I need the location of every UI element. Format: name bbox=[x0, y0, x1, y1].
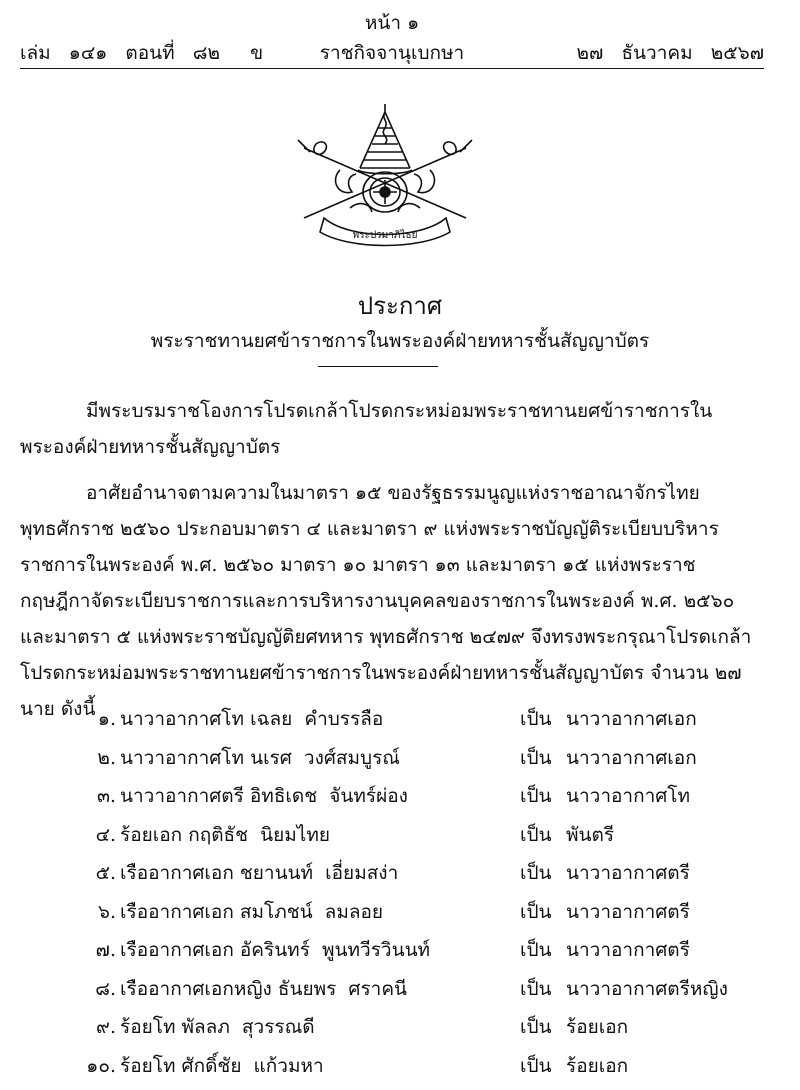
promotion-connector: เป็น bbox=[520, 977, 552, 1000]
item-number: ๓. bbox=[96, 785, 116, 807]
promotion-connector: เป็น bbox=[520, 746, 552, 769]
list-item bbox=[0, 931, 800, 970]
paragraph-intro-text: มีพระบรมราชโองการโปรดเกล้าโปรดกระหม่อมพระราชทานยศข้าราชการในพระองค์ฝ่ายทหารชั้นสัญญาบัตร bbox=[20, 400, 713, 458]
volume-issue: เล่ม ๑๔๑ ตอนที่ ๘๒ ข bbox=[20, 42, 264, 64]
promotion-connector: เป็น bbox=[520, 862, 552, 884]
officer-name: ร้อยเอก กฤติธัช นิยมไทย bbox=[120, 823, 330, 846]
officer-name: นาวาอากาศโท นเรศ วงศ์สมบูรณ์ bbox=[120, 746, 400, 769]
officer-name: เรืออากาศเอก สมโภชน์ ลมลอย bbox=[120, 900, 384, 923]
list-item bbox=[0, 1047, 800, 1086]
officer-name: นาวาอากาศโท เฉลย คำบรรลือ bbox=[120, 708, 384, 730]
item-number: ๙. bbox=[96, 1016, 116, 1038]
new-rank: พันตรี bbox=[566, 823, 615, 846]
list-item bbox=[0, 777, 800, 816]
gazette-header bbox=[20, 8, 764, 68]
paragraph-authority bbox=[20, 475, 764, 727]
new-rank: ร้อยเอก bbox=[566, 1054, 629, 1077]
new-rank: นาวาอากาศตรีหญิง bbox=[566, 977, 728, 1000]
page-number: หน้า ๑ bbox=[364, 12, 420, 34]
new-rank: นาวาอากาศตรี bbox=[566, 862, 690, 884]
item-number: ๗. bbox=[95, 939, 116, 961]
promotion-connector: เป็น bbox=[520, 708, 552, 730]
publication-date: ๒๗ ธันวาคม ๒๕๖๗ bbox=[576, 42, 764, 64]
new-rank: ร้อยเอก bbox=[566, 1016, 629, 1038]
new-rank: นาวาอากาศตรี bbox=[566, 900, 690, 923]
gazette-name: ราชกิจจานุเบกษา bbox=[319, 42, 465, 64]
promotion-connector: เป็น bbox=[520, 1054, 552, 1077]
list-item bbox=[0, 854, 800, 893]
list-item bbox=[0, 816, 800, 855]
item-number: ๕. bbox=[95, 862, 116, 884]
emblem-ribbon-text: พระปรมาภิไธย bbox=[352, 230, 418, 241]
officer-name: ร้อยโท พัลลภ สุวรรณดี bbox=[120, 1016, 315, 1038]
list-item bbox=[0, 1008, 800, 1047]
item-number: ๒. bbox=[97, 746, 116, 769]
new-rank: นาวาอากาศเอก bbox=[566, 708, 697, 730]
announcement-title: ประกาศ bbox=[357, 292, 443, 320]
paragraph-intro bbox=[20, 393, 764, 465]
header-divider bbox=[20, 68, 764, 69]
new-rank: นาวาอากาศโท bbox=[566, 785, 691, 807]
officer-name: เรืออากาศเอก ชยานนท์ เอี่ยมสง่า bbox=[120, 862, 399, 884]
promotion-connector: เป็น bbox=[520, 939, 552, 961]
promotion-connector: เป็น bbox=[520, 1016, 552, 1038]
appointment-list bbox=[0, 700, 800, 1085]
item-number: ๖. bbox=[97, 900, 116, 923]
officer-name: เรืออากาศเอก อัครินทร์ พูนทวีรวินนท์ bbox=[120, 939, 431, 961]
promotion-connector: เป็น bbox=[520, 900, 552, 923]
new-rank: นาวาอากาศเอก bbox=[566, 746, 697, 769]
list-item bbox=[0, 700, 800, 739]
list-item bbox=[0, 970, 800, 1009]
item-number: ๘. bbox=[95, 977, 116, 1000]
announcement-subtitle: พระราชทานยศข้าราชการในพระองค์ฝ่ายทหารชั้นสัญญาบัตร bbox=[150, 330, 650, 352]
officer-name: นาวาอากาศตรี อิทธิเดช จันทร์ผ่อง bbox=[120, 785, 408, 807]
item-number: ๑๐. bbox=[86, 1054, 116, 1077]
item-number: ๔. bbox=[95, 823, 116, 846]
promotion-connector: เป็น bbox=[520, 823, 552, 846]
list-item bbox=[0, 893, 800, 932]
new-rank: นาวาอากาศตรี bbox=[566, 939, 690, 961]
title-divider bbox=[318, 366, 438, 367]
royal-emblem-icon bbox=[290, 100, 480, 250]
item-number: ๑. bbox=[97, 708, 116, 730]
list-item bbox=[0, 739, 800, 778]
officer-name: เรืออากาศเอกหญิง ธันยพร ศราคนี bbox=[120, 977, 408, 1000]
officer-name: ร้อยโท ศักดิ์ชัย แก้วมหา bbox=[120, 1054, 324, 1077]
promotion-connector: เป็น bbox=[520, 785, 552, 807]
paragraph-authority-text: อาศัยอำนาจตามความในมาตรา ๑๕ ของรัฐธรรมนูญแห่งราชอาณาจักรไทย พุทธศักราช ๒๕๖๐ ประกอบมาตรา ๔ และมาตรา ๙ แห่งพระราชบัญญัติระเบียบบริหารราชการในพระองค์ พ.ศ. ๒๕๖๐ มาตรา ๑๐ มาตรา ๑๓ และมาตรา ๑๕ แห่งพระราชกฤษฎีกาจัดระเบียบราชการและการบริหารงานบุคคลของราชการในพระองค์ พ.ศ. ๒๕๖๐ และมาตรา ๕ แห่งพระราชบัญญัติยศทหาร พุทธศักราช ๒๔๗๙ จึงทรงพระกรุณาโปรดเกล้าโปรดกระหม่อมพระราชทานยศข้าราชการในพระองค์ฝ่ายทหารชั้นสัญญาบัตร จำนวน ๒๗ นาย ดังนี้ bbox=[20, 482, 752, 720]
